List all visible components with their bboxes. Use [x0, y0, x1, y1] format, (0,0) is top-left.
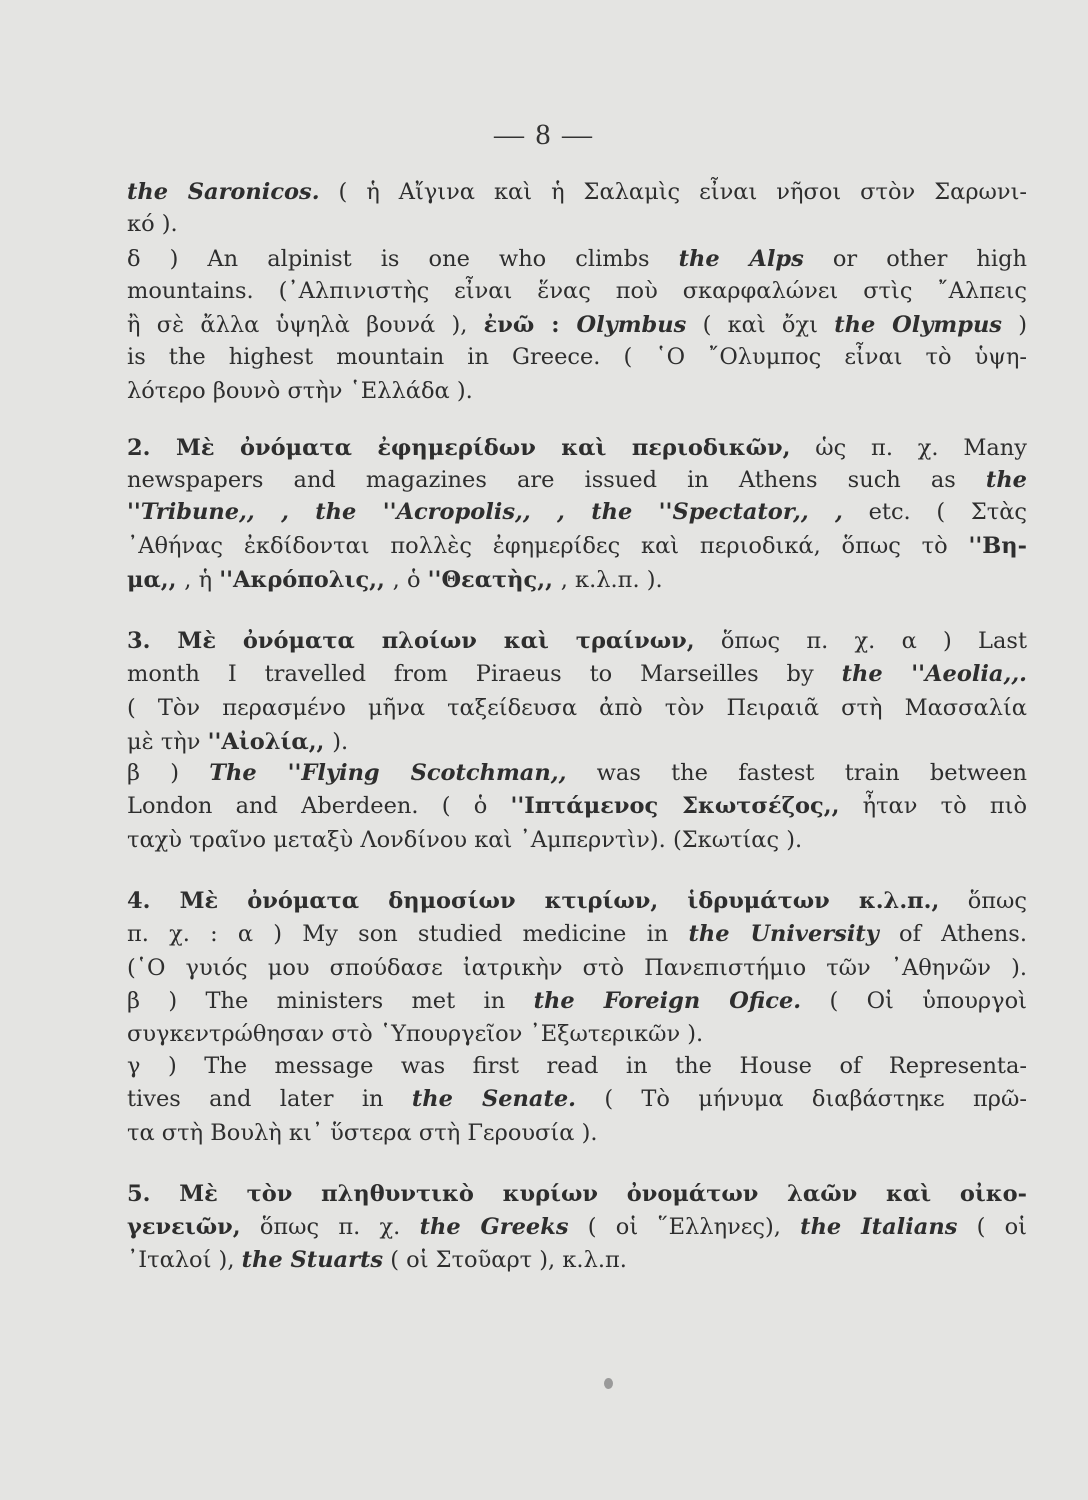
- greek-bold: 5. Μὲ τὸν πληθυντικὸ κυρίων ὀνομάτων λαῶν καὶ οἰκο-: [127, 1181, 1027, 1207]
- text-line: [127, 243, 1027, 275]
- greek-text: ὅπως: [939, 888, 1027, 914]
- text-line: [127, 530, 1027, 562]
- text-line: [127, 1083, 1027, 1115]
- text-line: [127, 1244, 1027, 1276]
- text-line: [127, 375, 1027, 407]
- text-line: [127, 1018, 1027, 1050]
- greek-bold: μα,,: [127, 567, 185, 593]
- section-heading-5: [127, 1178, 1027, 1210]
- greek-text: ταχὺ τραῖνο μεταξὺ Λονδίνου καὶ ᾿Αμπερντὶν). (Σκωτίας ).: [127, 827, 803, 853]
- greek-bold: ''Ακρόπολις,,: [219, 567, 393, 593]
- english-text: was the fastest train between: [566, 760, 1027, 786]
- greek-text: ( καὶ ὄχι: [686, 312, 835, 338]
- text-line: [127, 176, 1027, 208]
- greek-text: τα στὴ Βουλὴ κι᾿ ὕστερα στὴ Γερουσία ).: [127, 1120, 598, 1146]
- english-term: Olymbus: [576, 312, 687, 338]
- greek-text: μὲ τὴν: [127, 729, 208, 755]
- text-line: [127, 692, 1027, 724]
- greek-bold: ''Θεατὴς,,: [427, 567, 561, 593]
- mixed-text: γ ) The message was first read in the House of Representa-: [127, 1053, 1027, 1079]
- english-text: δ ) An alpinist is one who climbs: [127, 246, 679, 272]
- section-heading-3: [127, 625, 1027, 657]
- english-term: the Stuarts: [241, 1247, 384, 1273]
- greek-text: ( Οἱ ὑπουργοὶ: [801, 988, 1027, 1014]
- english-term: the University: [688, 921, 879, 947]
- greek-bold: 4. Μὲ ὀνόματα δημοσίων κτιρίων, ἱδρυμάτων κ.λ.π.,: [127, 888, 940, 914]
- english-text: of Athens.: [878, 921, 1027, 947]
- mixed-text: ὡς π. χ. Many: [790, 435, 1027, 461]
- greek-text: , ὁ: [392, 567, 428, 593]
- text-line: [127, 1050, 1027, 1082]
- mixed-text: ὅπως π. χ. α ) Last: [694, 628, 1027, 654]
- english-term: the Olympus: [834, 312, 1002, 338]
- text-line: [127, 464, 1027, 496]
- greek-text: ᾿Αθήνας ἐκδίδονται πολλὲς ἐφημερίδες καὶ περιοδικά, ὅπως τὸ: [127, 533, 969, 559]
- mixed-text: London and Aberdeen. ( ὁ: [127, 793, 511, 819]
- greek-text: ( οἱ: [957, 1214, 1027, 1240]
- text-line: [127, 309, 1027, 341]
- greek-text: ὅπως π. χ.: [240, 1214, 420, 1240]
- text-line: [127, 757, 1027, 789]
- text-line: [127, 564, 1027, 596]
- english-term: the Foreign Ofice.: [533, 988, 802, 1014]
- english-term: The ''Flying Scotchman,,: [209, 760, 567, 786]
- greek-text: ( Τὸ μήνυμα διαβάστηκε πρῶ-: [575, 1086, 1027, 1112]
- greek-text: , κ.λ.π. ).: [560, 567, 663, 593]
- greek-text: ἦταν τὸ πιὸ: [839, 793, 1027, 819]
- greek-bold: ἐνῶ :: [483, 312, 577, 338]
- text-line: [127, 208, 1027, 240]
- text-line: [127, 1211, 1027, 1243]
- english-term: the: [985, 467, 1027, 493]
- greek-text: ᾿Ιταλοί ),: [127, 1247, 242, 1273]
- greek-bold: 3. Μὲ ὀνόματα πλοίων καὶ τραίνων,: [127, 628, 695, 654]
- page-number: — 8 —: [494, 118, 594, 151]
- mixed-text: β ) The ministers met in: [127, 988, 534, 1014]
- greek-bold: γενειῶν,: [127, 1214, 241, 1240]
- english-term: the Senate.: [411, 1086, 576, 1112]
- text-line: [127, 496, 1027, 528]
- english-term: the Saronicos.: [127, 179, 320, 205]
- mixed-text: π. χ. : α ) My son studied medicine in: [127, 921, 689, 947]
- section-heading-2: [127, 432, 1027, 464]
- text-line: [127, 1117, 1027, 1149]
- english-text: month I travelled from Piraeus to Marseilles by: [127, 661, 842, 687]
- ink-spot: [604, 1378, 613, 1389]
- text-line: [127, 341, 1027, 373]
- text-line: [127, 918, 1027, 950]
- english-term: ''Tribune,, , the ''Acropolis,, , the ''Spectator,, ,: [127, 499, 843, 525]
- greek-text: ).: [332, 729, 349, 755]
- greek-text: ): [1001, 312, 1027, 338]
- english-term: the Greeks: [419, 1214, 569, 1240]
- mixed-text: is the highest mountain in Greece. ( ῾Ο ῎Ολυμπος εἶναι τὸ ὑψη-: [127, 344, 1027, 370]
- text-line: [127, 790, 1027, 822]
- greek-bold: 2. Μὲ ὀνόματα ἐφημερίδων καὶ περιοδικῶν,: [127, 435, 791, 461]
- greek-bold: ''Βη-: [968, 533, 1027, 559]
- text-line: [127, 824, 1027, 856]
- mixed-text: mountains. (᾿Αλπινιστὴς εἶναι ἕνας ποὺ σκαρφαλώνει στὶς ῎Αλπεις: [127, 278, 1027, 304]
- text-line: [127, 726, 1027, 758]
- greek-text: ( ἡ Αἴγινα καὶ ἡ Σαλαμὶς εἶναι νῆσοι στὸν Σαρωνι-: [319, 179, 1027, 205]
- text-line: [127, 985, 1027, 1017]
- greek-text: ( οἱ Στοῦαρτ ), κ.λ.π.: [383, 1247, 627, 1273]
- english-text: or other high: [803, 246, 1027, 272]
- english-text: newspapers and magazines are issued in Athens such as: [127, 467, 986, 493]
- greek-text: συγκεντρώθησαν στὸ ῾Υπουργεῖον ᾿Εξωτερικῶν ).: [127, 1021, 704, 1047]
- english-text: tives and later in: [127, 1086, 412, 1112]
- greek-text: , ἡ: [184, 567, 220, 593]
- english-term: the Alps: [678, 246, 804, 272]
- greek-text: κό ).: [127, 211, 178, 237]
- greek-text: ( οἱ ῞Ελληνες),: [568, 1214, 801, 1240]
- text-line: [127, 275, 1027, 307]
- greek-text: β ): [127, 760, 210, 786]
- section-heading-4: [127, 885, 1027, 917]
- greek-text: (῾Ο γυιός μου σπούδασε ἰατρικὴν στὸ Πανεπιστήμιο τῶν ᾿Αθηνῶν ).: [127, 955, 1027, 981]
- text-line: [127, 658, 1027, 690]
- greek-text: ἢ σὲ ἄλλα ὑψηλὰ βουνά ),: [127, 312, 484, 338]
- greek-text: λότερο βουνὸ στὴν ῾Ελλάδα ).: [127, 378, 473, 404]
- english-term: the ''Aeolia,,.: [841, 661, 1027, 687]
- english-term: the Italians: [800, 1214, 958, 1240]
- text-line: [127, 952, 1027, 984]
- greek-bold: ''Αἰολία,,: [207, 729, 333, 755]
- greek-bold: ''Ιπτάμενος Σκωτσέζος,,: [510, 793, 840, 819]
- greek-text: ( Τὸν περασμένο μῆνα ταξείδευσα ἀπὸ τὸν Πειραιᾶ στὴ Μασσαλία: [127, 695, 1027, 721]
- mixed-text: etc. ( Στὰς: [842, 499, 1027, 525]
